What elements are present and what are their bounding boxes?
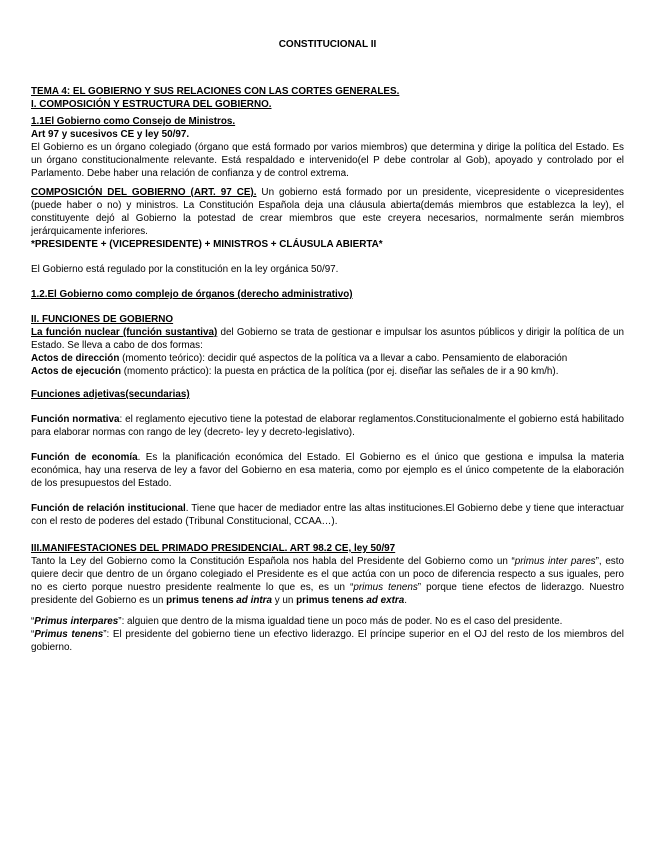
composicion-formula: *PRESIDENTE + (VICEPRESIDENTE) + MINISTROS + CLÁUSULA ABIERTA* — [31, 239, 383, 250]
economia-text: . Es la planificación económica del Estado. El Gobierno es el único que gestiona e impulsa la materia económica, hay una reserva de ley a favor del Gobierno en esa materia, como por ejemplo es el único competente de la elaboración de los presupuestos del Estado. — [31, 452, 624, 489]
p3-ad-intra: ad intra — [233, 595, 272, 606]
normativa-text: : el reglamento ejecutivo tiene la potestad de elaborar reglamentos.Constitucionalmente el gobierno está habilitado para elaborar normas con rango de ley (decreto- ley y decreto-legislativo). — [31, 414, 625, 438]
def2-text: ”: El presidente del gobierno tiene un efectivo liderazgo. El príncipe superior en el OJ del resto de los miembros del gobierno. — [31, 629, 624, 653]
paragraph-funcion-normativa — [31, 413, 624, 439]
section-3-heading: III.MANIFESTACIONES DEL PRIMADO PRESIDENCIAL. ART 98.2 CE, ley 50/97 — [31, 543, 396, 554]
economia-label: Función de economía — [31, 452, 138, 463]
document-title: CONSTITUCIONAL II — [278, 39, 377, 50]
p3-primus-inter-pares: primus inter pares — [514, 556, 596, 567]
p3-bold-primus-tenens-1: primus tenens — [166, 595, 234, 606]
funcion-nuclear-label: La función nuclear (función sustantiva) — [31, 327, 218, 338]
def2-term: Primus tenens — [34, 629, 104, 640]
section-1-1-heading: 1.1El Gobierno como Consejo de Ministros. — [31, 116, 236, 127]
composicion-text: Un gobierno está formado por un presidente, vicepresidente o vicepresidentes (puede haber o no) y ministros. La Constitución Española deja una cláusula abierta(demás miembros que establezca la ley), el constituyente dejó al Gobierno la potestad de crear miembros que este creyera necesarios, normalmente serán miembros jerárquicamente inferiores. — [31, 187, 624, 237]
def1-term: Primus interpares — [34, 616, 119, 627]
actos-ejecucion-text: (momento práctico): la puesta en práctica de la política (por ej. diseñar las señales de ir a 90 km/h). — [121, 366, 559, 377]
actos-direccion-text: (momento teórico): decidir qué aspectos de la política va a llevar a cabo. Pensamiento de elaboración — [119, 353, 568, 364]
def1-quote: “ — [31, 616, 35, 627]
p3-text-e: . — [404, 595, 408, 606]
paragraph-funcion-economia — [31, 451, 624, 490]
paragraph-primado-presidencial — [31, 555, 624, 607]
relacion-label: Función de relación institucional — [31, 503, 186, 514]
section-1-2-heading: 1.2.El Gobierno como complejo de órganos (derecho administrativo) — [31, 289, 353, 300]
section-1-heading: I. COMPOSICIÓN Y ESTRUCTURA DEL GOBIERNO. — [31, 99, 272, 110]
normativa-label: Función normativa — [31, 414, 120, 425]
funcion-nuclear-text: del Gobierno se trata de gestionar e impulsar los asuntos públicos y dirigir la política de un Estado. Se lleva a cabo de dos formas: — [31, 327, 624, 351]
section-2-heading: II. FUNCIONES DE GOBIERNO — [31, 314, 174, 325]
definition-primus-interpares — [31, 615, 624, 628]
p3-text-c: ” porque tiene efectos de liderazgo. Nuestro presidente del Gobierno es un — [31, 582, 624, 606]
p3-ad-extra: ad extra — [363, 595, 405, 606]
tema-heading: TEMA 4: EL GOBIERNO Y SUS RELACIONES CON LAS CORTES GENERALES. — [31, 86, 400, 97]
p3-text-d: y un — [271, 595, 297, 606]
p3-primus-tenens: primus tenens — [353, 582, 418, 593]
def2-quote: “ — [31, 629, 35, 640]
paragraph-actos-ejecucion — [31, 365, 624, 378]
p3-bold-primus-tenens-2: primus tenens — [296, 595, 364, 606]
p3-text-b: ”, esto quiere decir que dentro de un órgano colegiado el Presidente es el que actúa con un poco de diferencia respecto a sus iguales, pero no es cierto porque nuestro presidente realmente lo que es, es un “ — [31, 556, 624, 593]
paragraph-funcion-relacion — [31, 502, 624, 528]
paragraph-actos-direccion — [31, 352, 624, 365]
paragraph-composicion — [31, 186, 624, 238]
relacion-text: . Tiene que hacer de mediador entre las altas instituciones.El Gobierno debe y tiene que interactuar con el resto de poderes del estado (Tribunal Constitucional, CCAA…). — [31, 503, 624, 527]
article-reference: Art 97 y sucesivos CE y ley 50/97. — [31, 129, 190, 140]
actos-ejecucion-label: Actos de ejecución — [31, 366, 121, 377]
document-page — [31, 38, 624, 654]
funciones-adjetivas-heading: Funciones adjetivas(secundarias) — [31, 389, 190, 400]
actos-direccion-label: Actos de dirección — [31, 353, 120, 364]
paragraph-regulado: El Gobierno está regulado por la constitución en la ley orgánica 50/97. — [31, 264, 339, 275]
paragraph-funcion-nuclear — [31, 326, 624, 352]
p3-text-a: Tanto la Ley del Gobierno como la Constitución Española nos habla del Presidente del Gobierno como un “ — [31, 556, 515, 567]
paragraph-gobierno-definicion: El Gobierno es un órgano colegiado (órgano que está formado por varios miembros) que determina y dirige la política del Estado. Es un órgano constitucionalmente relevante. Está respaldado e intervenido(el P debe controlar al Gob), apoyado y controlado por el Parlamento. Debe haber una relación de confianza y de control extrema. — [31, 142, 624, 179]
definition-primus-tenens — [31, 628, 624, 654]
def1-text: ”: alguien que dentro de la misma igualdad tiene un poco más de poder. No es el caso del presidente. — [118, 616, 563, 627]
composicion-label: COMPOSICIÓN DEL GOBIERNO (ART. 97 CE). — [31, 187, 257, 198]
